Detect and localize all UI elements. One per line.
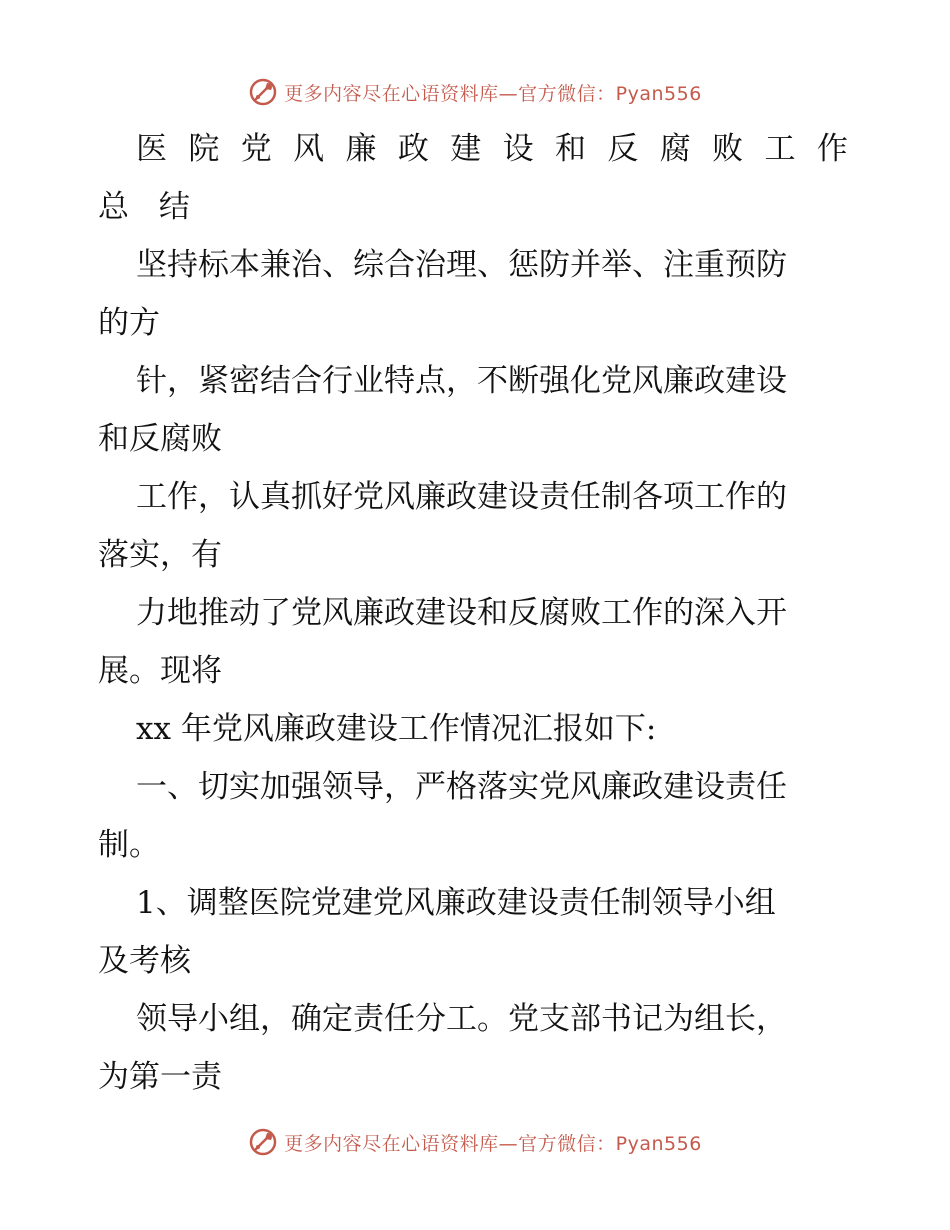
paragraph-line: 为第一责 — [98, 1059, 222, 1095]
banner-text: 更多内容尽在心语资料库—官方微信：Pyan556 — [284, 82, 702, 105]
paragraph-line: 力地推动了党风廉政建设和反腐败工作的深入开 — [136, 595, 787, 631]
title-char: 政 — [397, 131, 429, 167]
paragraph-line: 及考核 — [98, 943, 191, 979]
title-char: 工 — [764, 131, 796, 167]
title-char: 反 — [607, 131, 639, 167]
title-char: 作 — [816, 131, 848, 167]
title-char: 风 — [293, 131, 325, 167]
banner-text: 更多内容尽在心语资料库—官方微信：Pyan556 — [284, 1132, 702, 1155]
paragraph-line: 落实，有 — [98, 537, 222, 573]
title-char: 腐 — [659, 131, 691, 167]
document-title-line-2: 总 结 — [98, 189, 200, 225]
paragraph-line: 展。现将 — [98, 653, 222, 689]
document-body — [98, 120, 853, 1106]
paragraph-line: 工作，认真抓好党风廉政建设责任制各项工作的 — [136, 479, 787, 515]
quill-pen-seal-icon — [248, 77, 278, 107]
paragraph-line: 的方 — [98, 305, 160, 341]
title-char: 建 — [450, 131, 482, 167]
header-watermark-banner — [0, 72, 950, 112]
title-char: 院 — [188, 131, 220, 167]
quill-pen-seal-icon — [248, 1127, 278, 1157]
paragraph-line: 和反腐败 — [98, 421, 222, 457]
title-char: 败 — [712, 131, 744, 167]
document-title-line-1 — [98, 120, 848, 178]
title-char: 设 — [502, 131, 534, 167]
paragraph-line: 制。 — [98, 827, 160, 863]
document-paragraphs — [98, 236, 853, 1106]
paragraph-line: 一、切实加强领导，严格落实党风廉政建设责任 — [136, 769, 787, 805]
title-char: 和 — [555, 131, 586, 167]
paragraph-line: 1、调整医院党建党风廉政建设责任制领导小组 — [136, 885, 776, 921]
title-char: 医 — [136, 131, 167, 167]
title-char: 党 — [240, 131, 272, 167]
footer-watermark-banner — [0, 1122, 950, 1162]
title-char: 廉 — [345, 131, 377, 167]
paragraph-line: xx 年党风廉政建设工作情况汇报如下: — [136, 711, 657, 747]
paragraph-line: 针，紧密结合行业特点，不断强化党风廉政建设 — [136, 363, 787, 399]
paragraph-line: 领导小组，确定责任分工。党支部书记为组长， — [136, 1001, 787, 1037]
paragraph-line: 坚持标本兼治、综合治理、惩防并举、注重预防 — [136, 247, 787, 283]
